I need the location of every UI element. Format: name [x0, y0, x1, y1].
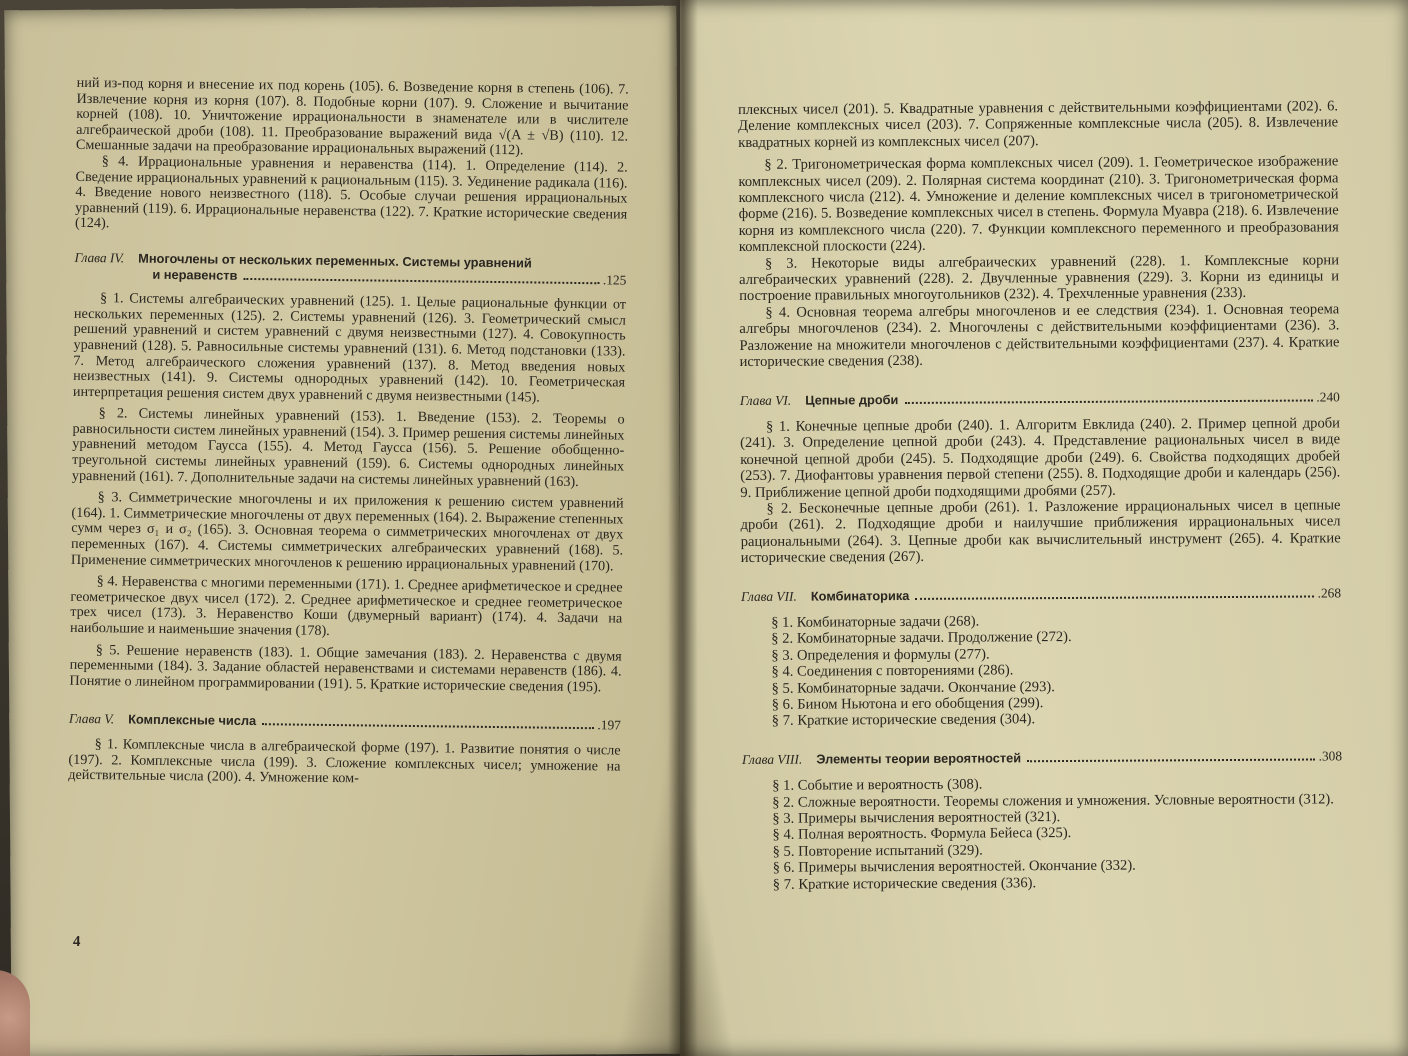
- list-item: § 5. Повторение испытаний (329).: [772, 842, 983, 860]
- right-toc-column: [738, 98, 1343, 893]
- toc-paragraph: § 1. Комплексные числа в алгебраической форме (197). 1. Развитие понятия о числе (197). 2. Комплексные числа (199). 3. Сложение комплексных чисел; умножение на действительные числа (200). 4. Умножение ком-: [68, 736, 621, 787]
- chapter-title: Цепные дроби: [805, 391, 899, 408]
- list-item: § 6. Примеры вычисления вероятностей. Окончание (332).: [772, 857, 1136, 877]
- chapter-title-cont: и неравенств: [152, 266, 238, 283]
- chapter-title: Комбинаторика: [810, 587, 910, 604]
- list-item: § 3. Примеры вычисления вероятностей (321).: [772, 809, 1061, 827]
- list-item: § 2. Комбинаторные задачи. Продолжение (272).: [771, 629, 1072, 648]
- toc-paragraph: плексных чисел (201). 5. Квадратные уравнения с действительными коэффициентами (202). 6. Деление комплексных чисел (203). 7. Сопряженные комплексные числа (205). 8. Извлечение квадратных корней из комплексных чисел (207).: [738, 98, 1339, 151]
- chapter-page: .308: [1318, 748, 1343, 764]
- toc-paragraph: § 3. Симметрические многочлены и их приложения к решению систем уравнений (164). 1. Симметрические многочлены от двух переменных (164). 2. Выражение степенных сумм через σ₁ и σ₂ (165). 3. Основная теорема о симметрических многочленах от двух переменных (167). 4. Системы симметрических алгебраических уравнений (168). 5. Применение симметрических многочленов к решению иррациональных уравнений (170).: [70, 489, 624, 575]
- toc-paragraph: § 1. Системы алгебраических уравнений (125). 1. Целые рациональные функции от нескольких переменных (125). 2. Системы уравнений (126). 3. Геометрический смысл решений уравнений и систем уравнений с двумя неизвестными (127). 4. Совокупность уравнений (128). 5. Равносильные системы уравнений (131). 6. Метод подстановки (133). 7. Метод алгебраического сложения уравнений (137). 8. Метод введения новых неизвестных (141). 9. Системы однородных уравнений (142). 10. Геометрическая интерпретация решения систем двух уравнений с двумя неизвестными (145).: [72, 290, 627, 406]
- chapter-heading-7: [741, 585, 1341, 605]
- leader-dots: [915, 595, 1313, 599]
- list-item: § 4. Соединения с повторениями (286).: [771, 662, 1014, 680]
- left-page: [4, 6, 683, 1056]
- book-gutter: [668, 0, 698, 1056]
- leader-dots: [904, 399, 1312, 403]
- page-number: 4: [72, 933, 81, 950]
- chapter-label: Глава V.: [68, 711, 115, 727]
- leader-dots: [243, 277, 599, 283]
- list-item: § 5. Комбинаторные задачи. Окончание (293).: [771, 678, 1055, 697]
- list-item: § 7. Краткие исторические сведения (336).: [772, 874, 1037, 893]
- chapter-label: Глава VIII.: [741, 751, 803, 767]
- toc-paragraph: § 1. Конечные цепные дроби (240). 1. Алгоритм Евклида (240). 2. Пример цепной дроби (241). 3. Определение цепной дроби (243). 4. Представление рациональных чисел в виде конечной цепной дроби (245). 5. Подходящие дроби (249). 6. Свойства подходящих дробей (253). 7. Диофантовы уравнения первой степени (255). 8. Подходящие дроби и календарь (256). 9. Приближение цепной дроби подходящими дробями (257).: [740, 415, 1341, 501]
- toc-paragraph: ний из-под корня и внесение их под корень (105). 6. Возведение корня в степень (106). 7. Извлечение корня из корня (107). 8. Подобные корни (107). 9. Сложение и вычитание корней (108). 10. Уничтожение иррациональности в знаменателе или в числителе алгебраической дроби (108). 11. Преобразование выражений вида √(A ± √B) (110). 12. Смешанные задачи на преобразование иррациональных выражений (112).: [75, 74, 629, 159]
- toc-paragraph: § 4. Неравенства с многими переменными (171). 1. Среднее арифметическое и среднее геометрическое двух чисел (172). 2. Среднее арифметическое и среднее геометрическое трех чисел (173). 3. Неравенство Коши (двумерный вариант) (174). 4. Задачи на наибольшие и наименьшие значения (178).: [69, 573, 623, 639]
- toc-paragraph: § 3. Некоторые виды алгебраических уравнений (228). 1. Комплексные корни алгебраических уравнений (228). 2. Двучленные уравнения (229). 3. Корни из единицы и построение правильных многоугольников (232). 4. Трехчленные уравнения (233).: [739, 251, 1340, 305]
- chapter-label: Глава VII.: [740, 588, 797, 604]
- chapter-title: Комплексные числа: [128, 711, 257, 729]
- chapter-title: Многочлены от нескольких переменных. Системы уравнений: [138, 250, 532, 271]
- leader-dots: [1027, 758, 1314, 762]
- toc-paragraph: § 5. Решение неравенств (183). 1. Общие замечания (183). 2. Неравенства с двумя переменными (184). 3. Задание областей неравенствами и системами неравенств (186). 4. Понятие о линейном программировании (191). 5. Краткие исторические сведения (195).: [69, 641, 622, 696]
- list-item: § 4. Полная вероятность. Формула Бейеса (325).: [772, 825, 1072, 844]
- right-page: [680, 0, 1408, 1056]
- toc-paragraph: § 4. Иррациональные уравнения и неравенства (114). 1. Определение (114). 2. Сведение иррациональных уравнений к рациональным (115). 3. Уединение радикала (116). 4. Введение нового неизвестного (118). 5. Особые случаи решения иррациональных уравнений (119). 6. Иррациональные неравенства (122). 7. Краткие исторические сведения (124).: [74, 153, 628, 232]
- list-item: § 3. Определения и формулы (277).: [771, 646, 990, 664]
- list-item: § 1. Комбинаторные задачи (268).: [771, 613, 980, 631]
- list-item: § 7. Краткие исторические сведения (304).: [771, 711, 1036, 730]
- toc-paragraph: § 2. Системы линейных уравнений (153). 1. Введение (153). 2. Теоремы о равносильности систем линейных уравнений (154). 3. Пример решения системы линейных уравнений методом Гаусса (155). 4. Метод Гаусса (156). 5. Решение обобщенно-треугольной системы линейных уравнений (159). 6. Системы однородных линейных уравнений (161). 7. Дополнительные задачи на системы линейных уравнений (163).: [71, 405, 625, 490]
- chapter-page: .125: [602, 271, 627, 288]
- chapter-title: Элементы теории вероятностей: [816, 750, 1022, 767]
- chapter-page: .197: [597, 717, 622, 733]
- chapter-heading-5: [69, 711, 621, 733]
- list-item: § 6. Бином Ньютона и его обобщения (299).: [771, 695, 1044, 713]
- chapter-heading-6: [740, 389, 1340, 409]
- chapter-label: Глава VI.: [739, 392, 792, 408]
- leader-dots: [262, 724, 593, 730]
- chapter-heading-4: [74, 250, 626, 288]
- toc-paragraph: § 2. Тригонометрическая форма комплексных чисел (209). 1. Геометрическое изображение комплексных чисел (209). 2. Полярная система координат (210). 3. Тригонометрическая форма комплексного числа (212). 4. Умножение и деление комплексных чисел в тригонометрической форме (216). 5. Возведение комплексных чисел в степень. Формула Муавра (218). 6. Извлечение корня из комплексного числа (220). 7. Функции комплексного переменного и преобразования комплексной плоскости (224).: [738, 153, 1339, 256]
- left-toc-column: [68, 76, 629, 790]
- section-list: [741, 611, 1342, 730]
- chapter-heading-8: [742, 748, 1342, 768]
- chapter-page: .268: [1317, 584, 1342, 601]
- list-item: § 2. Сложные вероятности. Теоремы сложения и умножения. Условные вероятности (312).: [772, 790, 1334, 811]
- toc-paragraph: § 2. Бесконечные цепные дроби (261). 1. Разложение иррациональных чисел в цепные дроби (261). 2. Подходящие дроби и наилучшие приближения иррациональных чисел рациональными (264). 3. Цепные дроби как вычислительный инструмент (265). 4. Краткие исторические сведения (267).: [740, 497, 1341, 567]
- chapter-page: .240: [1316, 388, 1340, 404]
- section-list: [742, 775, 1343, 894]
- toc-paragraph: § 4. Основная теорема алгебры многочленов и ее следствия (234). 1. Основная теорема алгебры многочленов (234). 2. Многочлены с действительными коэффициентами (236). 3. Разложение на множители многочленов с действительными коэффициентами (237). 4. Краткие исторические сведения (238).: [739, 301, 1340, 371]
- list-item: § 1. Событие и вероятность (308).: [772, 776, 983, 795]
- chapter-label: Глава IV.: [74, 249, 125, 266]
